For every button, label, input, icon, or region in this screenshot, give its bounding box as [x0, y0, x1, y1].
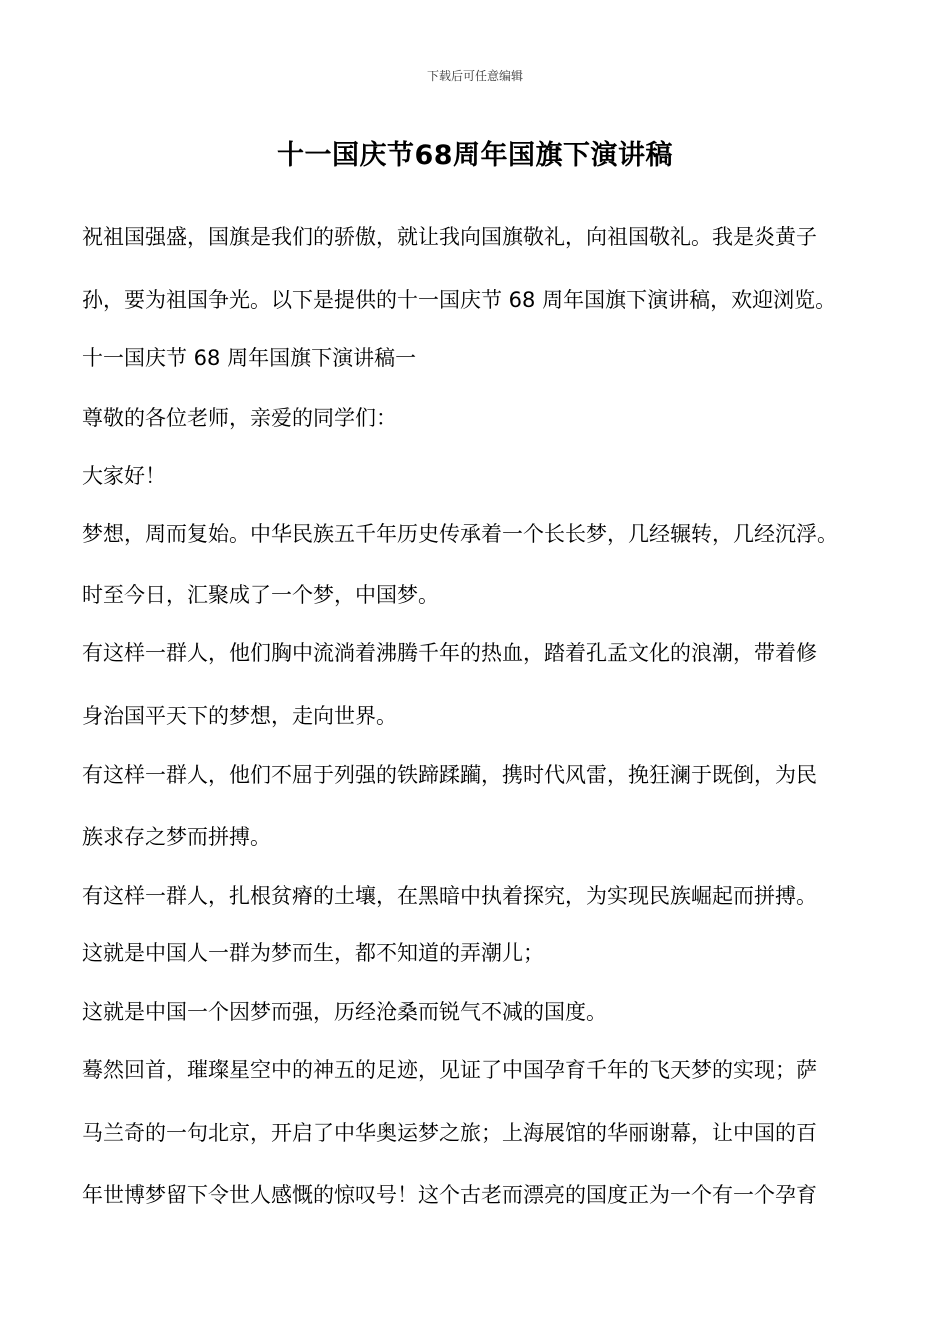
- salutation: 尊敬的各位老师，亲爱的同学们：: [82, 406, 397, 430]
- body-line: 有这样一群人，他们胸中流淌着沸腾千年的热血，踏着孔孟文化的浪潮，带着修: [82, 641, 817, 665]
- body-line: 有这样一群人，他们不屈于列强的铁蹄蹂躏，携时代风雷，挽狂澜于既倒，为民: [82, 763, 817, 787]
- body-line: 年世博梦留下令世人感慨的惊叹号！这个古老而漂亮的国度正为一个有一个孕育: [82, 1183, 817, 1207]
- document-title: 十一国庆节68周年国旗下演讲稿: [276, 140, 674, 171]
- body-line: 族求存之梦而拼搏。: [82, 825, 271, 849]
- greeting: 大家好！: [82, 464, 166, 488]
- body-line: 马兰奇的一句北京，开启了中华奥运梦之旅；上海展馆的华丽谢幕，让中国的百: [82, 1121, 817, 1145]
- body-line: 这就是中国人一群为梦而生，都不知道的弄潮儿；: [82, 941, 544, 965]
- body-line: 身治国平天下的梦想，走向世界。: [82, 704, 397, 728]
- section-heading: 十一国庆节 68 周年国旗下演讲稿一: [82, 346, 417, 370]
- body-line: 孙，要为祖国争光。以下是提供的十一国庆节 68 周年国旗下演讲稿，欢迎浏览。: [82, 288, 837, 312]
- body-line: 时至今日，汇聚成了一个梦，中国梦。: [82, 583, 439, 607]
- header-note: 下载后可任意编辑: [426, 69, 523, 83]
- body-line: 蓦然回首，璀璨星空中的神五的足迹，见证了中国孕育千年的飞天梦的实现；萨: [82, 1058, 817, 1082]
- body-line: 这就是中国一个因梦而强，历经沧桑而锐气不减的国度。: [82, 1000, 607, 1024]
- body-line: 祝祖国强盛，国旗是我们的骄傲，就让我向国旗敬礼，向祖国敬礼。我是炎黄子: [82, 225, 817, 249]
- body-line: 有这样一群人，扎根贫瘠的土壤，在黑暗中执着探究，为实现民族崛起而拼搏。: [82, 884, 817, 908]
- body-line: 梦想，周而复始。中华民族五千年历史传承着一个长长梦，几经辗转，几经沉浮。: [82, 522, 838, 546]
